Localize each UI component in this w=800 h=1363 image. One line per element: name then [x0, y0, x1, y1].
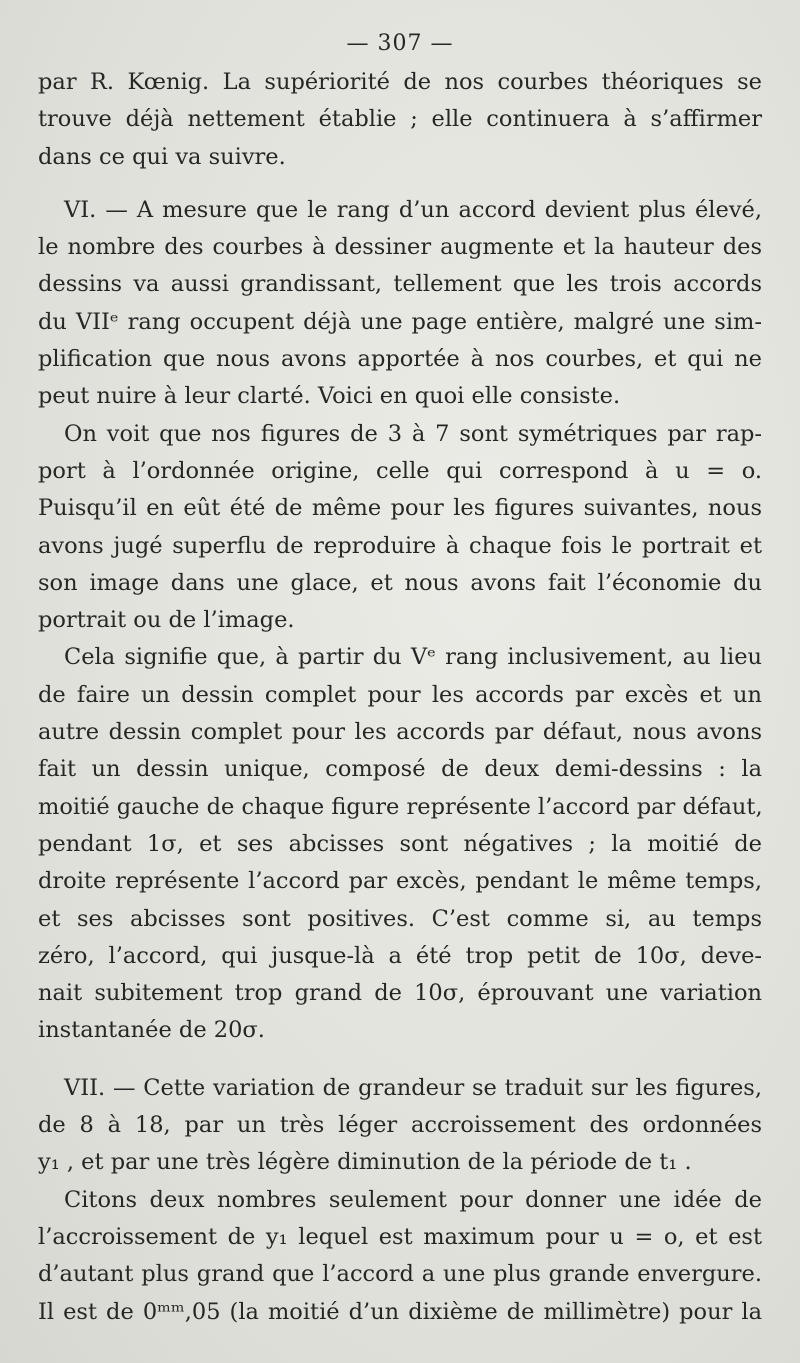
- paragraph-4-line-8: et ses abcisses sont positives. C’est comme si, au temps: [38, 905, 762, 932]
- paragraph-1-line-1: par R. Kœnig. La supériorité de nos courbes théoriques se: [38, 69, 762, 95]
- paragraph-2-line-2: le nombre des courbes à dessiner augmente et la hauteur des: [38, 234, 762, 261]
- paragraph-1-line-2: trouve déjà nettement établie ; elle continuera à s’affirmer: [38, 106, 762, 133]
- paragraph-6-line-3: d’autant plus grand que l’accord a une plus grande envergure.: [38, 1261, 762, 1288]
- paragraph-4-line-5: moitié gauche de chaque figure représente l’accord par défaut,: [38, 793, 763, 820]
- paragraph-4-line-10: nait subitement trop grand de 10σ, éprouvant une variation: [38, 980, 762, 1007]
- paragraph-4-line-1: Cela signifie que, à partir du Vᵉ rang inclusivement, au lieu: [64, 644, 762, 671]
- paragraph-3-line-5: son image dans une glace, et nous avons fait l’économie du: [38, 569, 762, 596]
- paragraph-1: [38, 64, 762, 176]
- page-number: — 307 —: [346, 31, 454, 56]
- paragraph-4-line-3: autre dessin complet pour les accords par défaut, nous avons: [38, 719, 762, 746]
- paragraph-2-section-vi: [38, 192, 762, 416]
- paragraph-5-line-2: de 8 à 18, par un très léger accroissement des ordonnées: [38, 1112, 762, 1139]
- paragraph-5-section-vii: [38, 1070, 762, 1182]
- paragraph-4-line-7: droite représente l’accord par excès, pendant le même temps,: [38, 868, 762, 895]
- paragraph-4-line-11: instantanée de 20σ.: [38, 1017, 265, 1044]
- paragraph-3: [38, 416, 762, 640]
- paragraph-2-line-6: peut nuire à leur clarté. Voici en quoi elle consiste.: [38, 383, 621, 410]
- paragraph-5-line-1: VII. — Cette variation de grandeur se traduit sur les figures,: [64, 1074, 762, 1101]
- paragraph-2-line-4: du VIIᵉ rang occupent déjà une page entière, malgré une sim-: [38, 308, 762, 335]
- paragraph-6-line-1: Citons deux nombres seulement pour donner une idée de: [64, 1186, 762, 1213]
- paragraph-2-line-5: plification que nous avons apportée à nos courbes, et qui ne: [38, 346, 762, 373]
- paragraph-4: [38, 639, 762, 1049]
- paragraph-2-line-1: VI. — A mesure que le rang d’un accord devient plus élevé,: [64, 196, 762, 223]
- paragraph-2-line-3: dessins va aussi grandissant, tellement que les trois accords: [38, 271, 762, 298]
- paragraph-6: [38, 1182, 762, 1331]
- paragraph-6-line-4: Il est de 0ᵐᵐ,05 (la moitié d’un dixième de millimètre) pour la: [38, 1298, 762, 1325]
- paragraph-1-line-3: dans ce qui va suivre.: [38, 143, 286, 170]
- section-gap: [38, 1050, 762, 1070]
- paragraph-5-line-3: y₁ , et par une très légère diminution de la période de t₁ .: [38, 1149, 692, 1176]
- paragraph-3-line-6: portrait ou de l’image.: [38, 607, 295, 634]
- section-gap: [38, 176, 762, 192]
- paragraph-3-line-1: On voit que nos figures de 3 à 7 sont symétriques par rap-: [64, 420, 762, 447]
- paragraph-4-line-6: pendant 1σ, et ses abcisses sont négatives ; la moitié de: [38, 830, 762, 857]
- paragraph-3-line-3: Puisqu’il en eût été de même pour les figures suivantes, nous: [38, 495, 762, 522]
- paragraph-4-line-9: zéro, l’accord, qui jusque-là a été trop petit de 10σ, deve-: [38, 942, 762, 969]
- paragraph-4-line-2: de faire un dessin complet pour les accords par excès et un: [38, 681, 762, 708]
- paragraph-6-line-2: l’accroissement de y₁ lequel est maximum pour u = o, et est: [38, 1223, 762, 1250]
- paragraph-4-line-4: fait un dessin unique, composé de deux demi-dessins : la: [38, 756, 762, 783]
- paragraph-3-line-2: port à l’ordonnée origine, celle qui correspond à u = o.: [38, 457, 762, 484]
- paragraph-3-line-4: avons jugé superflu de reproduire à chaque fois le portrait et: [38, 532, 762, 559]
